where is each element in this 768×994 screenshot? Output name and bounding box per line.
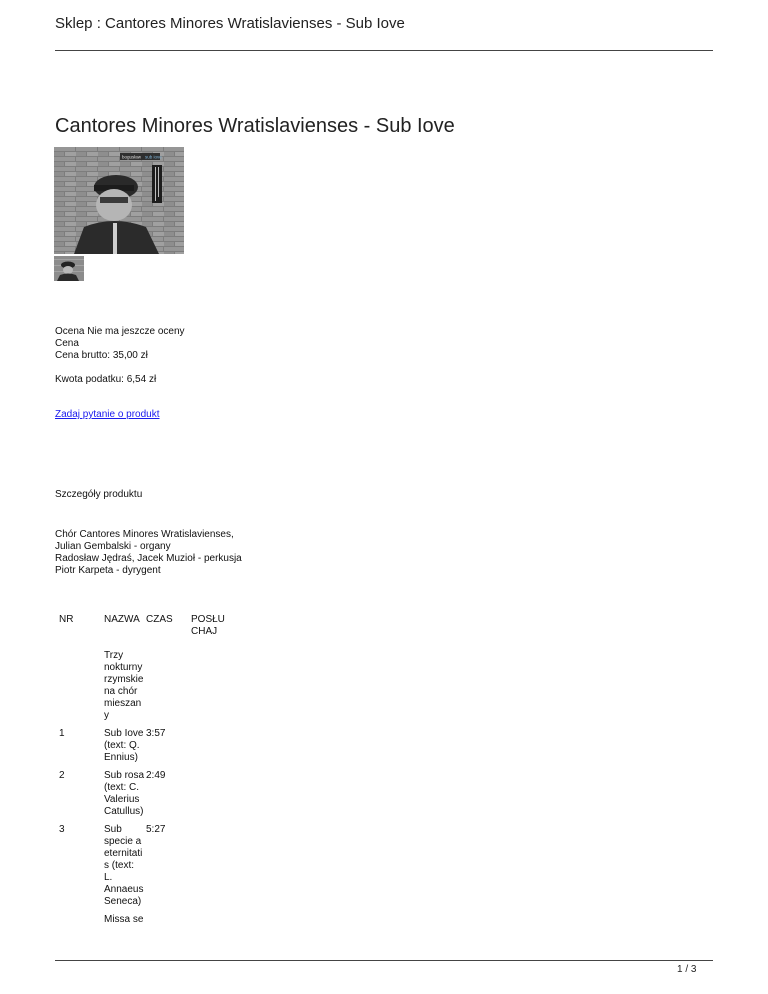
- track-time: [146, 914, 191, 928]
- credit-line: Julian Gembalski - organy: [55, 541, 171, 552]
- track-number: 2: [59, 770, 65, 781]
- track-name: Sub rosa (text: C. Valerius Catullus): [104, 770, 145, 817]
- product-title: Cantores Minores Wratislavienses - Sub Iove: [55, 115, 455, 137]
- tracklist-table: [55, 614, 236, 928]
- price-label: Cena: [55, 338, 79, 349]
- table-row: [55, 728, 236, 770]
- rating-value: Nie ma jeszcze oceny: [87, 326, 185, 337]
- track-listen-cell: [191, 728, 236, 770]
- track-listen-cell: [191, 914, 236, 928]
- rating-label: Ocena: [55, 326, 85, 337]
- column-header-nr: NR: [59, 614, 74, 625]
- credit-line: Chór Cantores Minores Wratislavienses,: [55, 529, 234, 540]
- tracklist-header-row: [55, 614, 236, 650]
- track-name: Sub Iove (text: Q. Ennius): [104, 728, 144, 763]
- column-header-listen: POSŁU CHAJ: [191, 614, 225, 637]
- album-cover-image[interactable]: [54, 147, 184, 254]
- track-name: Sub specie a eternitati s (text: L. Annaeus Seneca): [104, 824, 144, 907]
- track-listen-cell: [191, 650, 236, 728]
- track-name: Trzy nokturny rzymskie na chór mieszan y: [104, 650, 144, 721]
- track-time: 3:57: [146, 728, 166, 739]
- track-time: 5:27: [146, 824, 166, 835]
- tax-value: 6,54 zł: [126, 374, 157, 385]
- table-row: [55, 914, 236, 928]
- column-header-name: NAZWA: [104, 614, 140, 625]
- album-thumbnail[interactable]: [54, 256, 84, 281]
- track-number: 1: [59, 728, 65, 739]
- gross-price-label: Cena brutto:: [55, 350, 111, 361]
- footer-divider: [55, 960, 713, 961]
- credits-block: [55, 529, 242, 577]
- column-header-time: CZAS: [146, 614, 173, 625]
- credit-line: Piotr Karpeta - dyrygent: [55, 565, 161, 576]
- track-number: [55, 914, 104, 928]
- table-row: [55, 824, 236, 914]
- track-listen-cell: [191, 824, 236, 914]
- track-listen-cell: [191, 770, 236, 824]
- page-number: 1 / 3: [677, 964, 697, 975]
- album-thumbnail-art: [54, 256, 84, 281]
- cover-brand-text: bogusław: [122, 154, 142, 160]
- ask-question-link[interactable]: Zadaj pytanie o produkt: [55, 409, 160, 420]
- gross-price-value: 35,00 zł: [112, 350, 148, 361]
- album-cover-art: [54, 147, 184, 254]
- track-time: [146, 650, 191, 728]
- page-header-title: Sklep : Cantores Minores Wratislavienses - Sub Iove: [55, 15, 405, 32]
- table-row: [55, 770, 236, 824]
- table-row: [55, 650, 236, 728]
- header-divider: [55, 50, 713, 51]
- tax-line: [55, 374, 156, 386]
- credit-line: Radosław Jędraś, Jacek Muzioł - perkusja: [55, 553, 242, 564]
- track-time: 2:49: [146, 770, 166, 781]
- track-number: [55, 650, 104, 728]
- track-number: 3: [59, 824, 65, 835]
- rating-line: [55, 326, 185, 338]
- track-name: Missa se: [104, 914, 144, 925]
- tax-label: Kwota podatku:: [55, 374, 124, 385]
- gross-price-line: [55, 350, 148, 362]
- cover-accent-text: sub iove: [145, 154, 162, 160]
- details-heading: Szczegóły produktu: [55, 489, 143, 500]
